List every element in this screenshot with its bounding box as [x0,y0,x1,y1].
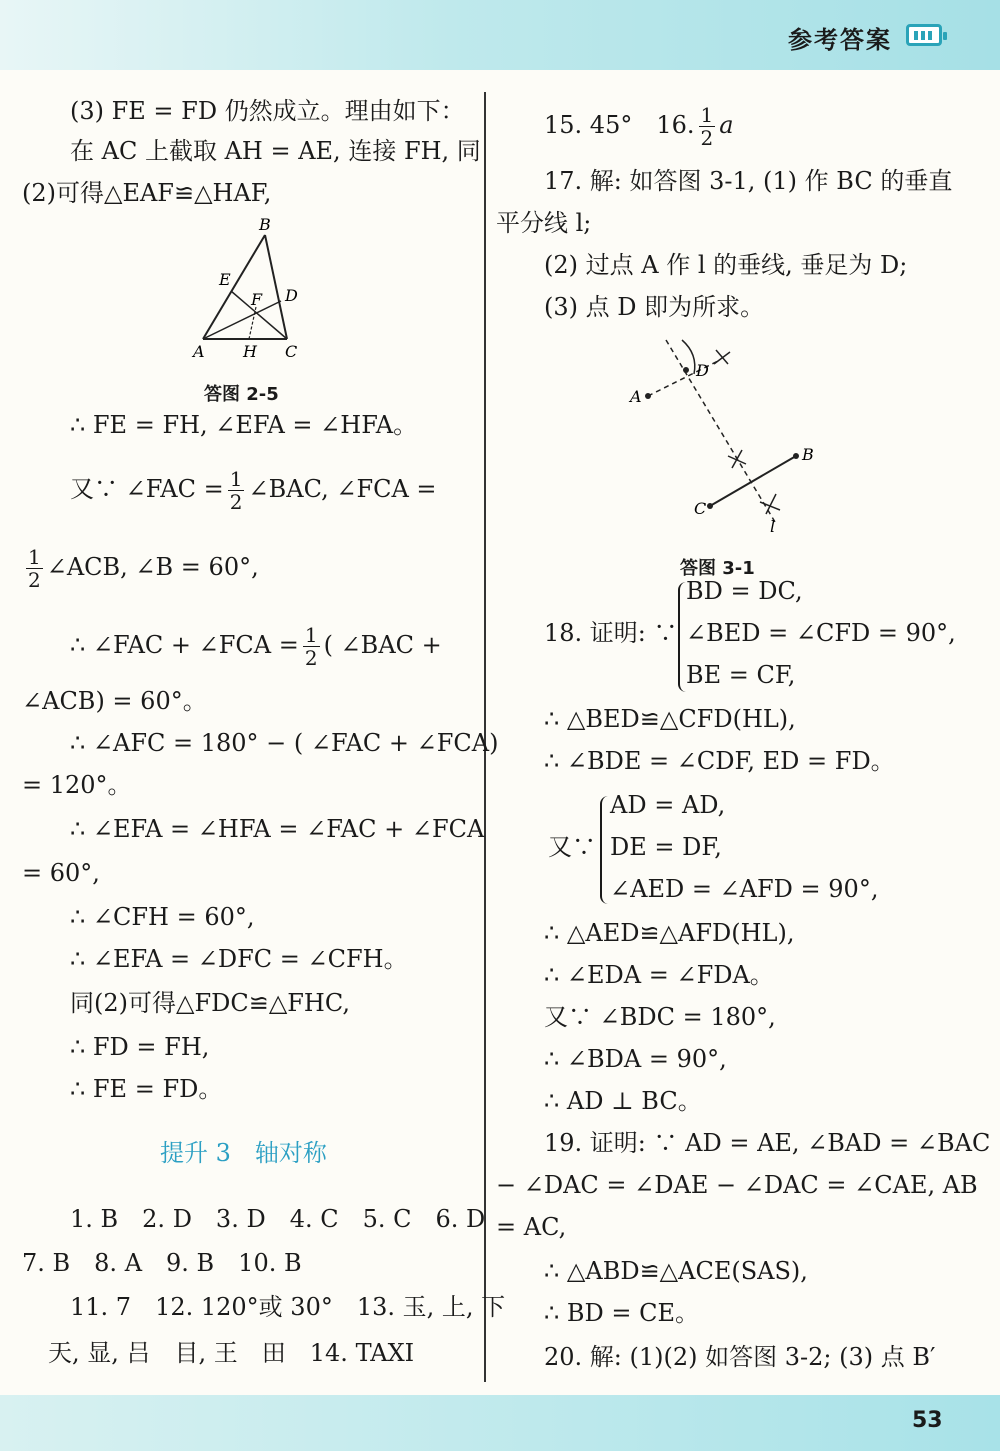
q18-sys-1: BD = DC, [686,577,803,605]
left-after-11: ∴ ∠CFH = 60°, [70,903,255,931]
q15-16: 15. 45° 16. [544,111,695,139]
q18-after-1: ∴ △BED≌△CFD(HL), [544,705,796,733]
fig31-label-l: l [770,517,776,536]
left-after-2: ∠BAC, ∠FCA = [248,475,437,503]
left-after-5: ( ∠BAC + [323,631,442,659]
q18-sys2-1: AD = AD, [610,791,726,819]
left-after-14: ∴ FD = FH, [70,1033,210,1061]
q18-after2-5: ∴ AD ⊥ BC。 [544,1087,702,1115]
q18-sys2-2: DE = DF, [610,833,722,861]
figure-2-5-caption: 答图 2-5 [204,384,279,405]
q18-sys-3: BE = CF, [686,661,796,689]
left-after-12: ∴ ∠EFA = ∠DFC = ∠CFH。 [70,945,408,973]
footer-band [0,1395,1000,1451]
fraction-half: $\frac{1}{2}$ [304,623,318,670]
q17-line-4: (3) 点 D 即为所求。 [544,293,765,321]
q19-line-5: ∴ BD = CE。 [544,1299,700,1327]
fig25-label-a: A [193,342,205,361]
left-after-1: 又∵ ∠FAC = [70,475,224,503]
left-after-4: ∴ ∠FAC + ∠FCA = [70,631,299,659]
fig25-label-f: F [251,290,263,309]
header-title: 参考答案 [788,25,892,54]
q19-line-2: − ∠DAC = ∠DAE − ∠DAC = ∠CAE, AB [496,1171,978,1199]
brace-18b [600,796,610,904]
fig31-label-a: A [630,387,642,406]
fig25-label-c: C [285,342,298,361]
fig31-label-b: B [802,445,814,464]
fig25-label-b: B [259,215,271,234]
left-after-7: ∴ ∠AFC = 180° − ( ∠FAC + ∠FCA) [70,729,499,757]
left-after-10: = 60°, [22,859,100,887]
fraction-half: $\frac{1}{2}$ [700,103,714,150]
left-after-9: ∴ ∠EFA = ∠HFA = ∠FAC + ∠FCA [70,815,485,843]
figure-3-1-caption: 答图 3-1 [680,558,755,579]
q17-line-2: 平分线 l; [496,209,592,237]
fraction-half: $\frac{1}{2}$ [229,467,243,514]
q18-after2-3: 又∵ ∠BDC = 180°, [544,1003,776,1031]
figure-3-1 [620,330,830,540]
fig25-label-e: E [219,270,231,289]
q16-var: a [719,111,734,139]
q18-prefix2: 又∵ [548,833,596,861]
left-line-3: (2)可得△EAF≌△HAF, [22,179,272,207]
fig25-label-h: H [243,342,257,361]
q18-sys-2: ∠BED = ∠CFD = 90°, [686,619,956,647]
battery-icon [906,24,942,46]
answers-line-2: 7. B 8. A 9. B 10. B [22,1249,302,1277]
left-after-6: ∠ACB) = 60°。 [22,687,207,715]
fig31-label-d: D [696,361,709,380]
q19-line-3: = AC, [496,1213,567,1241]
answers-line-4: 天, 显, 吕 目, 王 田 14. TAXI [48,1339,415,1367]
q18-after2-2: ∴ ∠EDA = ∠FDA。 [544,961,774,989]
left-after-0: ∴ FE = FH, ∠EFA = ∠HFA。 [70,411,418,439]
fig31-label-c: C [694,499,707,518]
left-line-2: 在 AC 上截取 AH = AE, 连接 FH, 同 [70,137,481,165]
q18-sys2-3: ∠AED = ∠AFD = 90°, [610,875,879,903]
left-after-15: ∴ FE = FD。 [70,1075,223,1103]
left-after-13: 同(2)可得△FDC≌△FHC, [70,989,350,1017]
left-after-8: = 120°。 [22,771,132,799]
q17-line-1: 17. 解: 如答图 3-1, (1) 作 BC 的垂直 [544,167,953,195]
q19-line-4: ∴ △ABD≌△ACE(SAS), [544,1257,808,1285]
fig25-label-d: D [285,286,298,305]
q18-after2-1: ∴ △AED≌△AFD(HL), [544,919,795,947]
fraction-half: $\frac{1}{2}$ [28,545,41,592]
figure-2-5 [185,215,315,365]
answers-line-1: 1. B 2. D 3. D 4. C 5. C 6. D [70,1205,486,1233]
q20-line: 20. 解: (1)(2) 如答图 3-2; (3) 点 B′ [544,1343,936,1371]
q18-after-2: ∴ ∠BDE = ∠CDF, ED = FD。 [544,747,895,775]
section-title: 提升 3 轴对称 [160,1139,327,1167]
left-after-3: ∠ACB, ∠B = 60°, [46,553,259,581]
q18-after2-4: ∴ ∠BDA = 90°, [544,1045,727,1073]
answers-line-3: 11. 7 12. 120°或 30° 13. 玉, 上, 下 [70,1293,506,1321]
q19-line-1: 19. 证明: ∵ AD = AE, ∠BAD = ∠BAC [544,1129,991,1157]
left-line-1: (3) FE = FD 仍然成立。理由如下： [70,97,465,125]
q18-prefix: 18. 证明: ∵ [544,619,678,647]
page-number: 53 [912,1408,943,1433]
q17-line-3: (2) 过点 A 作 l 的垂线, 垂足为 D; [544,251,908,279]
